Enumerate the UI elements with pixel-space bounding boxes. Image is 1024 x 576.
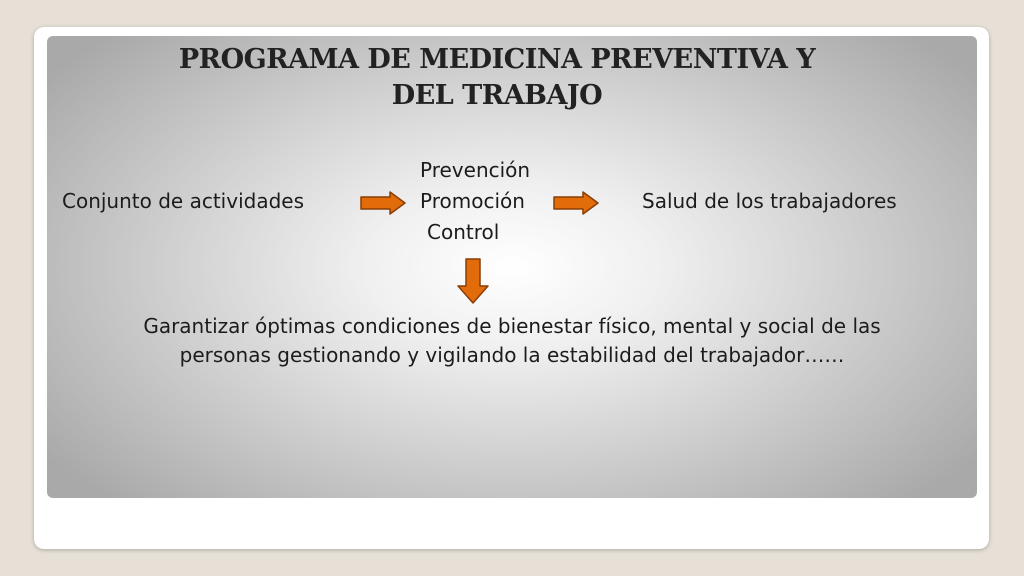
description-line-1: Garantizar óptimas condiciones de bienestar físico, mental y social de las (143, 314, 881, 338)
right-arrow-icon (360, 191, 406, 215)
middle-item-control: Control (427, 220, 500, 244)
description-line-2: personas gestionando y vigilando la estabilidad del trabajador…… (179, 343, 845, 367)
middle-item-prevencion: Prevención (420, 158, 531, 182)
target-label: Salud de los trabajadores (642, 189, 897, 213)
slide-title (47, 42, 947, 114)
middle-item-promocion: Promoción (420, 189, 525, 213)
right-arrow-icon (553, 191, 599, 215)
description-text (60, 312, 964, 370)
title-line-1: PROGRAMA DE MEDICINA PREVENTIVA Y (178, 44, 816, 75)
title-line-2: DEL TRABAJO (391, 80, 603, 111)
down-arrow-icon (457, 258, 489, 304)
source-label: Conjunto de actividades (62, 189, 304, 213)
